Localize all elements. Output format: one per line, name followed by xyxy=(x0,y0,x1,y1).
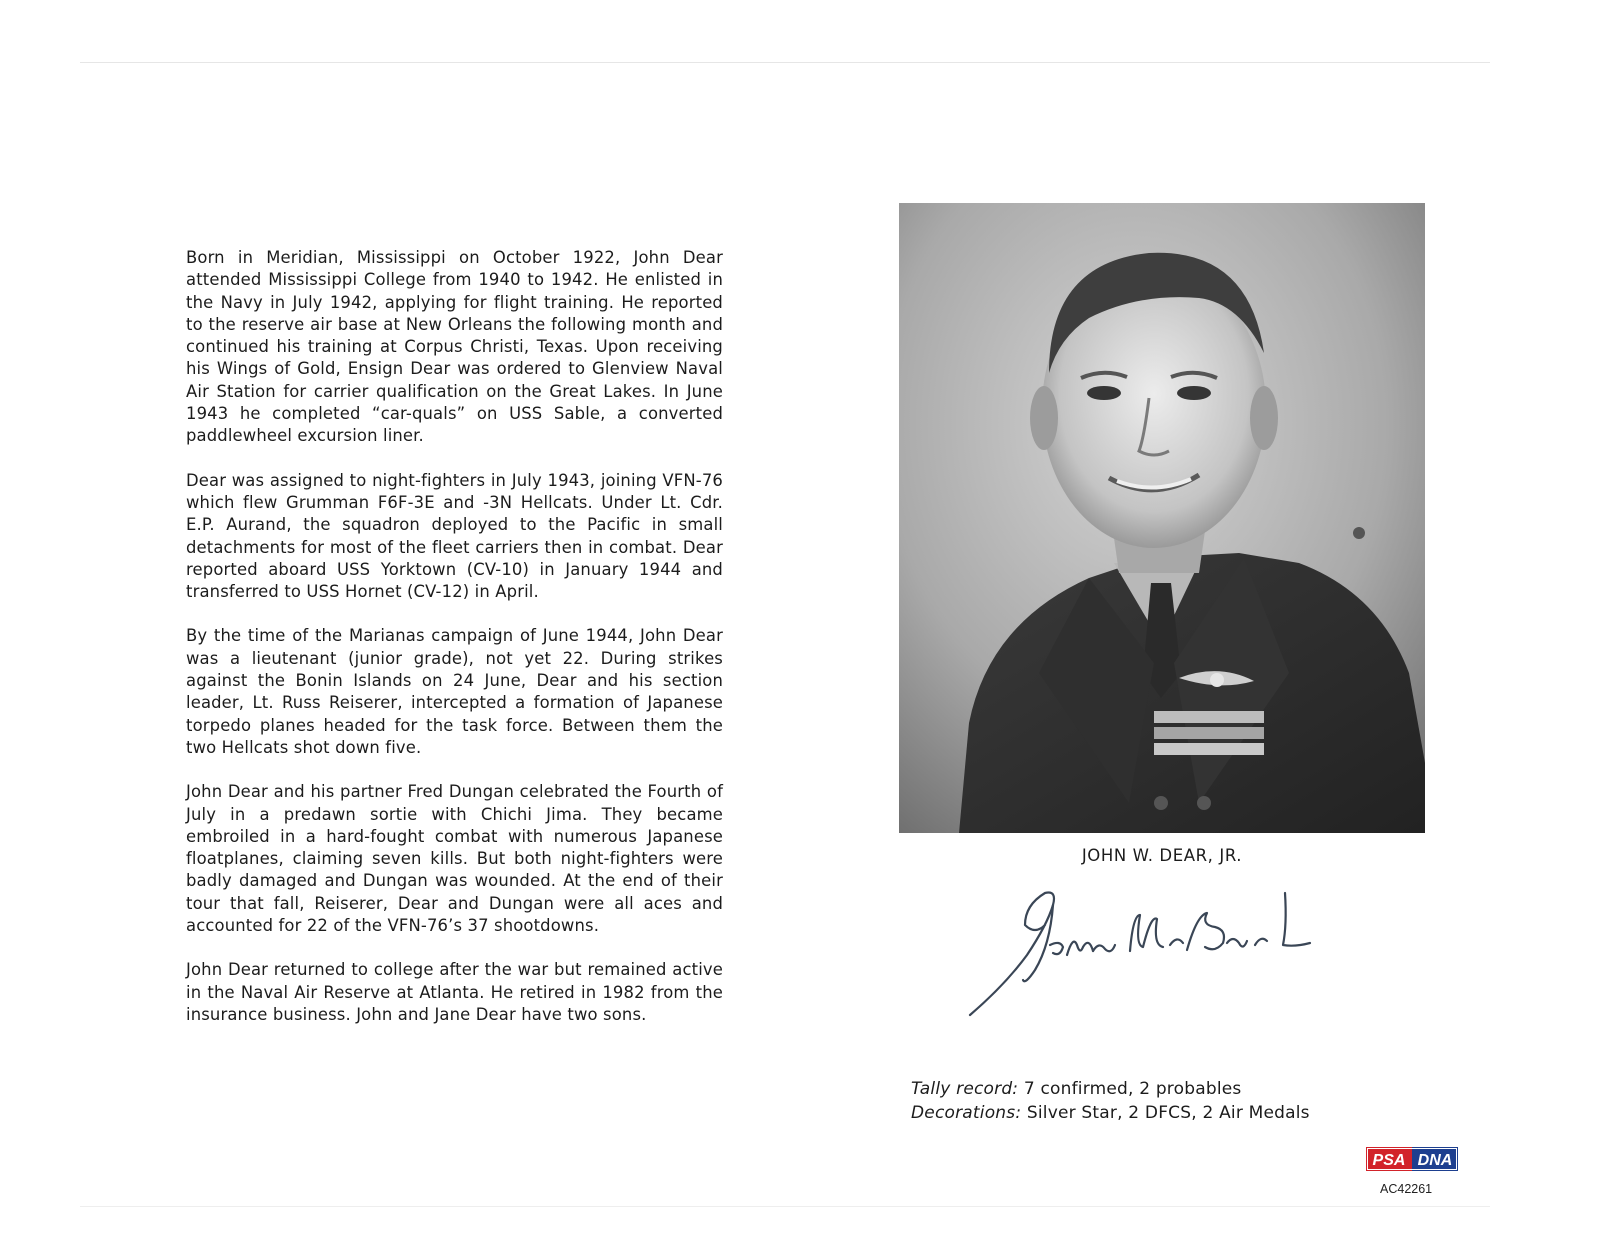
authentication-code: AC42261 xyxy=(1380,1182,1433,1196)
decorations-label: Decorations: xyxy=(911,1103,1022,1123)
svg-text:DNA: DNA xyxy=(1417,1152,1453,1169)
bio-paragraph-2: Dear was assigned to night-fighters in July 1943, joining VFN-76 which flew Grumman F6F-3E and -3N Hellcats. Under Lt. Cdr. E.P. Aurand, the squadron deployed to the Pacific in small detachments for most of the fleet carriers then in combat. Dear reported aboard USS Yorktown (CV-10) in January 1944 and transferred to USS Hornet (CV-12) in April. xyxy=(186,470,723,602)
bio-paragraph-5: John Dear returned to college after the war but remained active in the Naval Air Reserve at Atlanta. He retired in 1982 from the insurance business. John and Jane Dear have two sons. xyxy=(186,960,723,1024)
psa-dna-logo xyxy=(1366,1147,1458,1171)
tally-record-line xyxy=(911,1077,1310,1101)
autograph-signature xyxy=(965,885,1325,1035)
bio-paragraph-1: Born in Meridian, Mississippi on October 1922, John Dear attended Mississippi College from 1940 to 1942. He enlisted in the Navy in July 1942, applying for flight training. He reported to the reserve air base at New Orleans the following month and continued his training at Corpus Christi, Texas. Upon receiving his Wings of Gold, Ensign Dear was ordered to Glenview Naval Air Station for carrier qualification on the Great Lakes. In June 1943 he completed “car-quals” on USS Sable, a converted paddlewheel excursion liner. xyxy=(186,248,723,446)
portrait-photo xyxy=(899,203,1425,833)
service-record xyxy=(911,1077,1310,1125)
svg-text:PSA: PSA xyxy=(1372,1152,1406,1169)
portrait-caption: JOHN W. DEAR, JR. xyxy=(1081,846,1243,865)
decorations-value: Silver Star, 2 DFCS, 2 Air Medals xyxy=(1026,1103,1310,1123)
top-page-edge xyxy=(80,62,1490,63)
bottom-page-edge xyxy=(80,1206,1490,1207)
bio-paragraph-3: By the time of the Marianas campaign of June 1944, John Dear was a lieutenant (junior grade), not yet 22. During strikes against the Bonin Islands on 24 June, Dear and his section leader, Lt. Russ Reiserer, intercepted a formation of Japanese torpedo planes headed for the task force. Between them the two Hellcats shot down five. xyxy=(186,626,723,757)
tally-record-label: Tally record: xyxy=(911,1079,1019,1099)
bio-paragraph-4: John Dear and his partner Fred Dungan celebrated the Fourth of July in a predawn sortie with Chichi Jima. They became embroiled in a hard-fought combat with numerous Japanese floatplanes, claiming seven kills. But both night-fighters were badly damaged and Dungan was wounded. At the end of their tour that fall, Reiserer, Dear and Dungan were all aces and accounted for 22 of the VFN-76’s 37 shootdowns. xyxy=(186,782,723,936)
tally-record-value: 7 confirmed, 2 probables xyxy=(1023,1079,1242,1099)
decorations-line xyxy=(911,1101,1310,1125)
biography-text xyxy=(186,247,723,1048)
